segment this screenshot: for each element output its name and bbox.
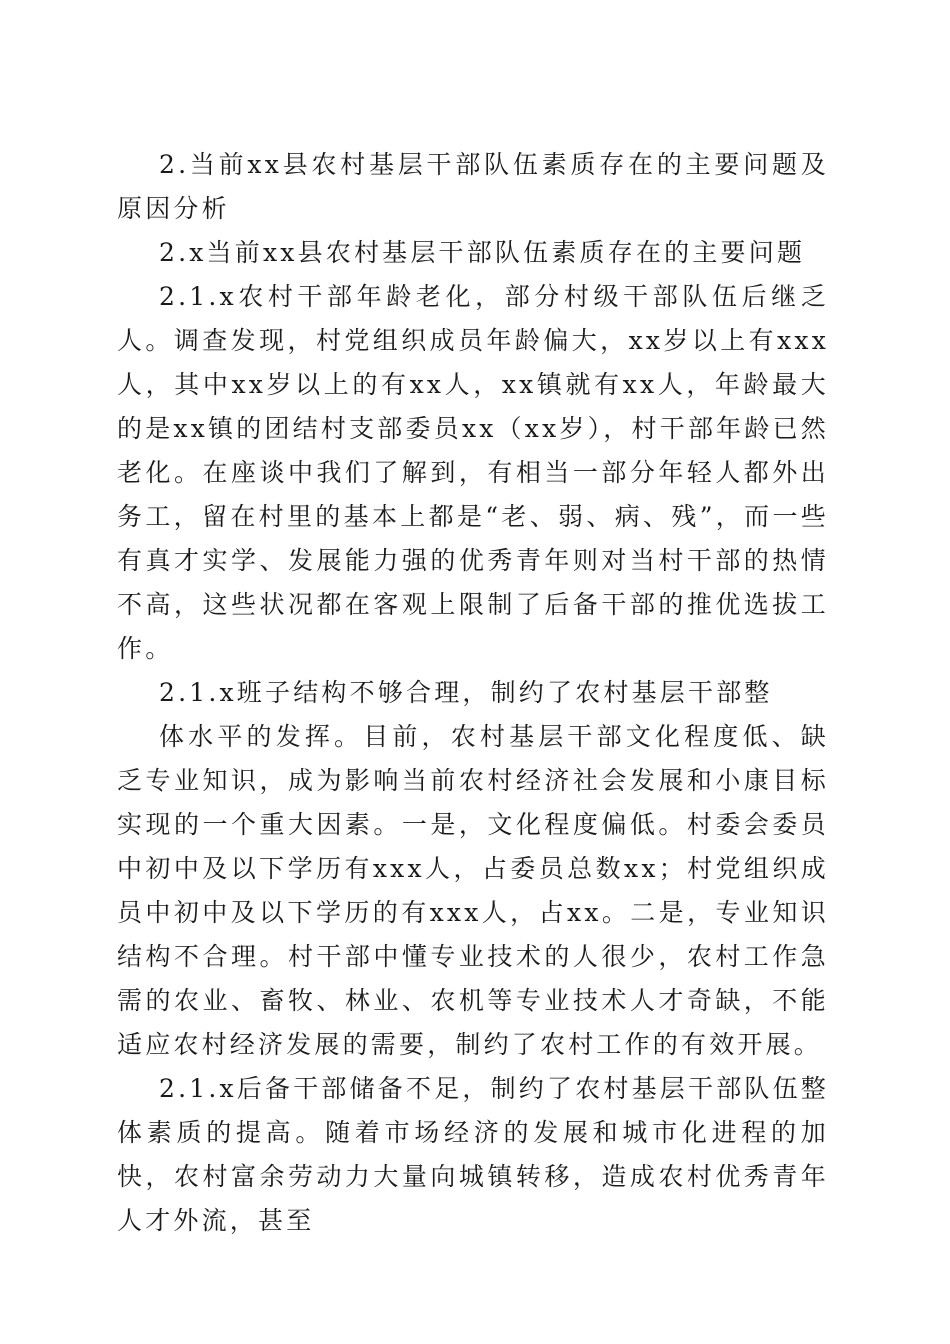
paragraph-structure-title: 2.1.x班子结构不够合理，制约了农村基层干部整	[159, 678, 773, 707]
paragraph-aging-cadres: 2.1.x农村干部年龄老化，部分村级干部队伍后继乏人。调查发现，村党组织成员年龄偏大，xx岁以上有xxx人，其中xx岁以上的有xx人，xx镇就有xx人，年龄最大的是xx镇的团结村支部委员xx（xx岁），村干部年龄已然老化。在座谈中我们了解到，有相当一部分年轻人都外出务工，留在村里的基本上都是“老、弱、病、残”，而一些有真才实学、发展能力强的优秀青年则对当村干部的热情不高，这些状况都在客观上限制了后备干部的推优选拔工作。	[117, 282, 829, 663]
subsection-heading: 2.x当前xx县农村基层干部队伍素质存在的主要问题	[159, 238, 806, 267]
document-body	[117, 143, 829, 1243]
section-heading: 2.当前xx县农村基层干部队伍素质存在的主要问题及原因分析	[117, 150, 829, 223]
paragraph-reserve-cadres: 2.1.x后备干部储备不足，制约了农村基层干部队伍整体素质的提高。随着市场经济的发展和城市化进程的加快，农村富余劳动力大量向城镇转移，造成农村优秀青年人才外流，甚至	[117, 1074, 830, 1235]
paragraph-structure-body: 体水平的发挥。目前，农村基层干部文化程度低、缺乏专业知识，成为影响当前农村经济社会发展和小康目标实现的一个重大因素。一是，文化程度偏低。村委会委员中初中及以下学历有xxx人，占委员总数xx；村党组织成员中初中及以下学历的有xxx人，占xx。二是，专业知识结构不合理。村干部中懂专业技术的人很少，农村工作急需的农业、畜牧、林业、农机等专业技术人才奇缺，不能适应农村经济发展的需要，制约了农村工作的有效开展。	[117, 722, 829, 1059]
